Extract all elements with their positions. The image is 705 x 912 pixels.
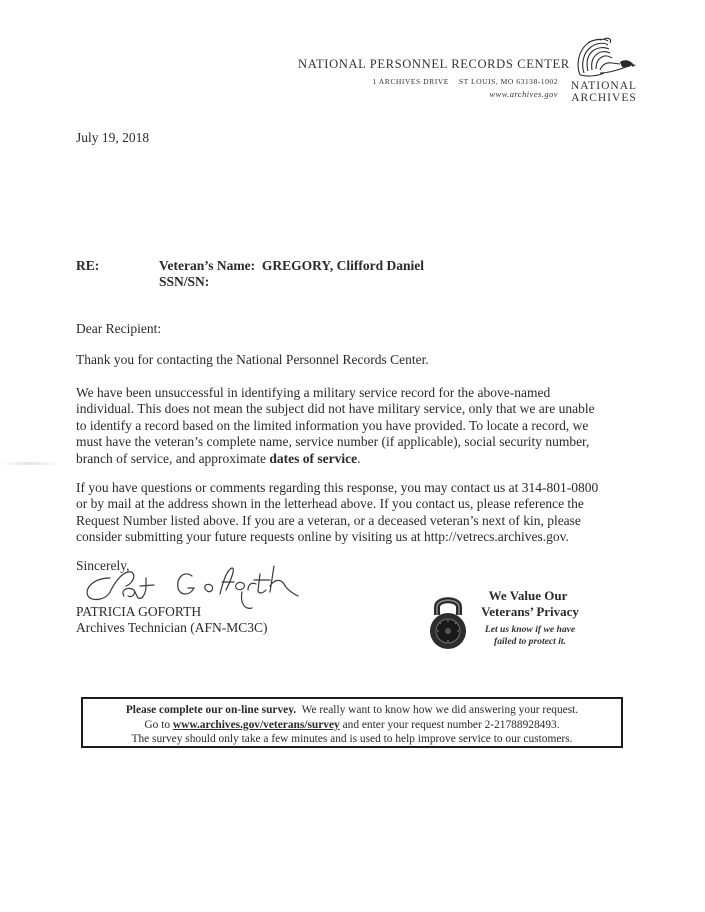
paragraph-line: to identify a record based on the limited information you have provided. To locate a record, we [76, 417, 589, 433]
privacy-badge [428, 588, 588, 656]
veteran-name-label: Veteran’s Name: [159, 258, 256, 273]
closing-sincerely: Sincerely, [76, 558, 130, 573]
re-details [159, 258, 424, 290]
thanks-paragraph: Thank you for contacting the National Personnel Records Center. [76, 352, 429, 367]
survey-request-number-text: and enter your request number 2-21788928493. [339, 718, 560, 731]
privacy-title [468, 588, 588, 620]
paragraph-line: must have the veteran’s complete name, service number (if applicable), social security number, [76, 434, 590, 450]
paragraph-line: We have been unsuccessful in identifying a military service record for the above-named [76, 385, 551, 400]
survey-line-1 [83, 703, 621, 718]
scan-smudge [0, 462, 60, 465]
letterhead-website: www.archives.gov [489, 90, 558, 99]
privacy-title-line2: Veterans’ Privacy [481, 604, 579, 619]
national-archives-logo [568, 37, 640, 107]
paragraph-text: branch of service, and approximate [76, 450, 270, 466]
paragraph-line: If you have questions or comments regarding this response, you may contact us at 314-801-0800 [76, 480, 599, 495]
survey-box [81, 697, 623, 748]
paragraph-line: or by mail at the address shown in the letterhead above. If you contact us, please reference the [76, 496, 584, 512]
contact-paragraph [76, 480, 636, 546]
address-street: 1 ARCHIVES DRIVE [372, 77, 449, 86]
salutation: Dear Recipient: [76, 321, 162, 336]
survey-line-2 [83, 718, 621, 733]
logo-line-national: NATIONAL [570, 80, 638, 92]
survey-line-1-text: We really want to know how we did answering your request. [296, 704, 579, 716]
record-not-found-paragraph [76, 385, 636, 467]
survey-line-3: The survey should only take a few minutes and is used to help improve service to our customers. [131, 733, 573, 745]
eagle-logo-icon [574, 37, 636, 81]
dates-of-service-emphasis: dates of service [269, 450, 358, 466]
paragraph-line: individual. This does not mean the subject did not have military service, only that we are unable [76, 401, 595, 417]
privacy-title-line1: We Value Our [488, 588, 568, 603]
ssn-line [159, 274, 424, 290]
survey-go-to: Go to [144, 718, 173, 731]
signer-name: PATRICIA GOFORTH [76, 604, 202, 619]
letter-date: July 19, 2018 [76, 130, 150, 145]
privacy-subtitle [468, 624, 592, 648]
paragraph-line [76, 451, 636, 467]
survey-link[interactable]: www.archives.gov/veterans/survey [172, 718, 340, 731]
paragraph-line: consider submitting your future requests online by visiting us at http://vetrecs.archives.gov. [76, 529, 569, 545]
veteran-name-value: GREGORY, Clifford Daniel [261, 258, 425, 273]
privacy-sub-line1: Let us know if we have [484, 624, 576, 635]
letterhead-org-name: NATIONAL PERSONNEL RECORDS CENTER [298, 57, 570, 71]
veteran-name-line [159, 258, 424, 274]
paragraph-line: Request Number listed above. If you are a veteran, or a deceased veteran’s next of kin, please [76, 512, 581, 528]
signer-title: Archives Technician (AFN-MC3C) [76, 620, 268, 635]
logo-wordmark [568, 80, 640, 104]
ssn-label: SSN/SN: [159, 274, 210, 289]
survey-lead: Please complete our on-line survey. [125, 704, 297, 716]
combination-lock-icon [428, 593, 468, 651]
letterhead-address [300, 77, 558, 86]
paragraph-text: . [357, 450, 361, 466]
privacy-sub-line2: failed to protect it. [494, 636, 566, 647]
logo-line-archives: ARCHIVES [571, 92, 637, 104]
re-label: RE: [76, 258, 100, 273]
address-city: ST LOUIS, MO 63138-1002 [458, 77, 558, 86]
